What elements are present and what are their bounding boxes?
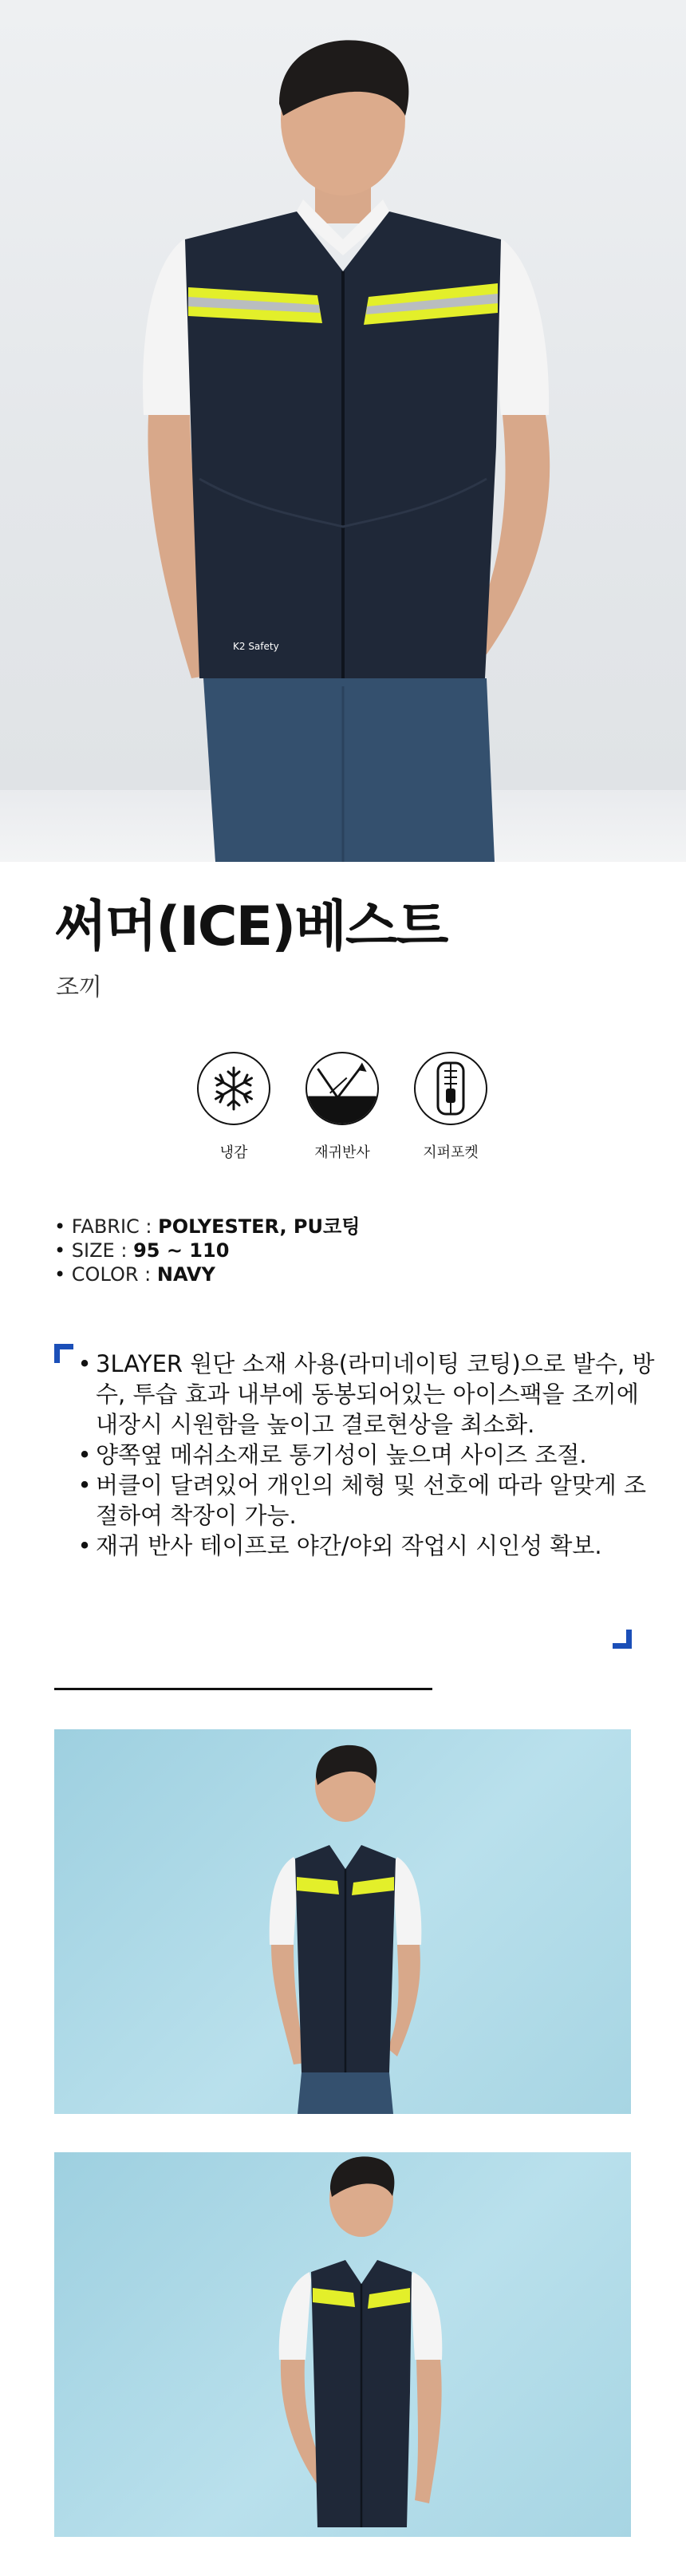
quote-open-icon [54,1344,75,1365]
section-divider [54,1688,432,1690]
product-description [73,1349,656,1561]
spec-list [54,1215,360,1286]
spec-value: NAVY [156,1263,215,1286]
description-item: • 버클이 달려있어 개인의 체형 및 선호에 따라 알맞게 조절하여 착장이 가능. [73,1470,656,1531]
feature-label: 재귀반사 [314,1144,370,1161]
description-item: • 3LAYER 원단 소재 사용(라미네이팅 코팅)으로 발수, 방수, 투습 효과 내부에 동봉되어있는 아이스팩을 조끼에 내장시 시원함을 높이고 결로현상을 최소화. [77,1350,655,1438]
hero-product-photo [0,0,686,862]
product-subtitle: 조끼 [56,974,102,1002]
feature-label: 냉감 [219,1144,248,1161]
product-title: 써머(ICE)베스트 [54,895,447,958]
model-illustration [54,2152,631,2537]
description-text: 3LAYER 원단 소재 사용(라미네이팅 코팅)으로 발수, 방수, 투습 효과 내부에 동봉되어있는 아이스팩을 조끼에 내장시 시원함을 높이고 결로현상을 최소화. [96,1350,655,1438]
reflection-icon [306,1052,379,1125]
model-illustration [54,1729,631,2114]
description-item: • 재귀 반사 테이프로 야간/야외 작업시 시인성 확보. [73,1531,656,1561]
spec-key: SIZE : [71,1239,128,1262]
feature-label: 지퍼포켓 [423,1144,479,1161]
spec-value: POLYESTER, PU코팅 [158,1215,361,1238]
spec-key: FABRIC : [71,1215,152,1238]
feature-cooling [182,1052,286,1162]
model-illustration [0,0,686,862]
description-text: 재귀 반사 테이프로 야간/야외 작업시 시인성 확보. [96,1532,602,1559]
spec-value: 95 ~ 110 [133,1239,230,1262]
description-text: 버클이 달려있어 개인의 체형 및 선호에 따라 알맞게 조절하여 착장이 가능. [96,1472,647,1529]
spec-size: • SIZE : 95 ~ 110 [54,1239,230,1262]
spec-color: • COLOR : NAVY [54,1263,215,1286]
quote-close-icon [611,1628,632,1649]
zipper-pocket-icon [414,1052,487,1125]
product-photo-front [54,1729,631,2114]
feature-reflective [290,1052,394,1162]
spec-key: COLOR : [71,1263,152,1286]
description-text: 양쪽옆 메쉬소재로 통기성이 높으며 사이즈 조절. [96,1441,587,1468]
spec-fabric: • FABRIC : POLYESTER, PU코팅 [54,1215,361,1238]
vest-badge-text: K2 Safety [233,641,279,652]
feature-zipper-pocket [399,1052,503,1162]
snowflake-icon [197,1052,270,1125]
product-photo-side [54,2152,631,2537]
description-item: • 양쪽옆 메쉬소재로 통기성이 높으며 사이즈 조절. [73,1440,656,1470]
